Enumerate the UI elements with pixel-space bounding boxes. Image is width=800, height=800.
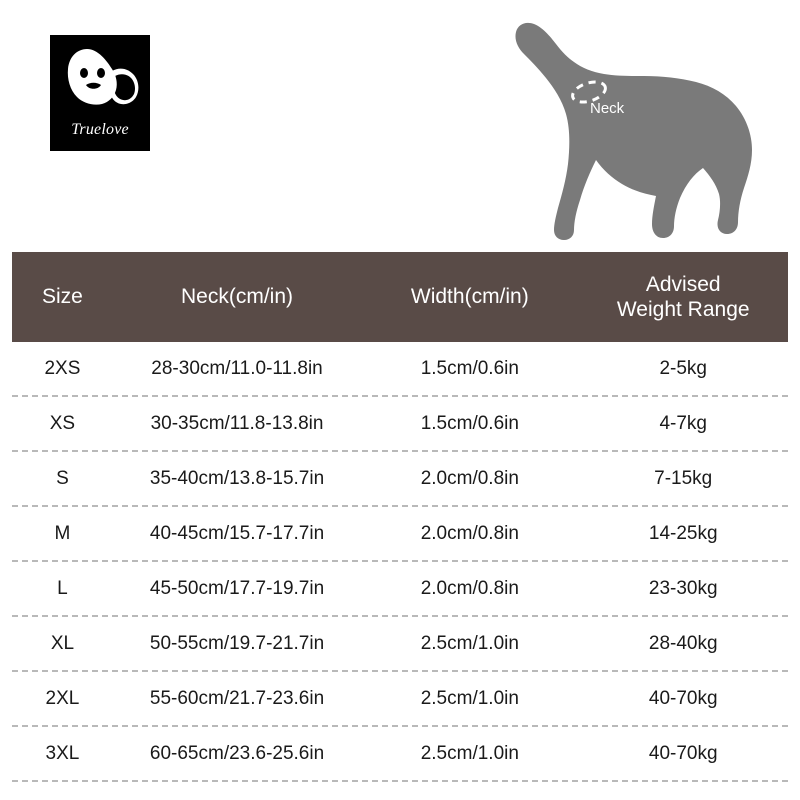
dog-head-icon [57, 43, 143, 121]
cell-size: 2XS [44, 357, 81, 379]
cell-width: 2.0cm/0.8in [420, 577, 519, 599]
dog-illustration [470, 18, 770, 248]
cell-weight: 40-70kg [648, 742, 718, 764]
header-size: Size [42, 285, 83, 308]
cell-size: L [57, 577, 68, 599]
size-table [12, 252, 788, 782]
table-header-row [12, 252, 788, 342]
table-row [12, 617, 788, 672]
cell-width: 2.5cm/1.0in [420, 632, 519, 654]
cell-width: 2.0cm/0.8in [420, 467, 519, 489]
cell-width: 1.5cm/0.6in [420, 357, 519, 379]
cell-weight: 28-40kg [648, 632, 718, 654]
cell-size: 2XL [45, 687, 80, 709]
cell-width: 2.5cm/1.0in [420, 687, 519, 709]
brand-logo [47, 32, 153, 154]
cell-weight: 40-70kg [648, 687, 718, 709]
table-row [12, 452, 788, 507]
cell-neck: 35-40cm/13.8-15.7in [149, 467, 325, 489]
header-neck: Neck(cm/in) [181, 285, 294, 308]
illustration-area [0, 0, 800, 252]
cell-size: M [54, 522, 71, 544]
table-row [12, 507, 788, 562]
cell-size: 3XL [45, 742, 80, 764]
table-row [12, 342, 788, 397]
neck-label: Neck [590, 100, 625, 117]
cell-weight: 14-25kg [648, 522, 718, 544]
cell-weight: 2-5kg [659, 357, 707, 379]
cell-size: XS [49, 412, 76, 434]
table-row [12, 562, 788, 617]
cell-width: 1.5cm/0.6in [420, 412, 519, 434]
table-row [12, 727, 788, 782]
cell-neck: 30-35cm/11.8-13.8in [150, 412, 324, 434]
cell-weight: 4-7kg [659, 412, 707, 434]
cell-size: XL [50, 632, 75, 654]
cell-width: 2.0cm/0.8in [420, 522, 519, 544]
cell-neck: 55-60cm/21.7-23.6in [149, 687, 325, 709]
cell-weight: 23-30kg [648, 577, 718, 599]
cell-neck: 60-65cm/23.6-25.6in [149, 742, 325, 764]
cell-neck: 28-30cm/11.0-11.8in [151, 357, 323, 379]
cell-size: S [56, 467, 69, 489]
header-weight [578, 272, 788, 322]
table-row [12, 397, 788, 452]
cell-width: 2.5cm/1.0in [420, 742, 519, 764]
table-row [12, 672, 788, 727]
cell-neck: 50-55cm/19.7-21.7in [149, 632, 325, 654]
header-width: Width(cm/in) [410, 285, 529, 308]
cell-weight: 7-15kg [654, 467, 713, 489]
cell-neck: 45-50cm/17.7-19.7in [149, 577, 325, 599]
dog-silhouette-icon [470, 18, 770, 248]
cell-neck: 40-45cm/15.7-17.7in [149, 522, 325, 544]
header-weight-line2: Weight Range [616, 298, 750, 321]
brand-name: Truelove [71, 121, 129, 138]
header-weight-line1: Advised [645, 273, 721, 296]
